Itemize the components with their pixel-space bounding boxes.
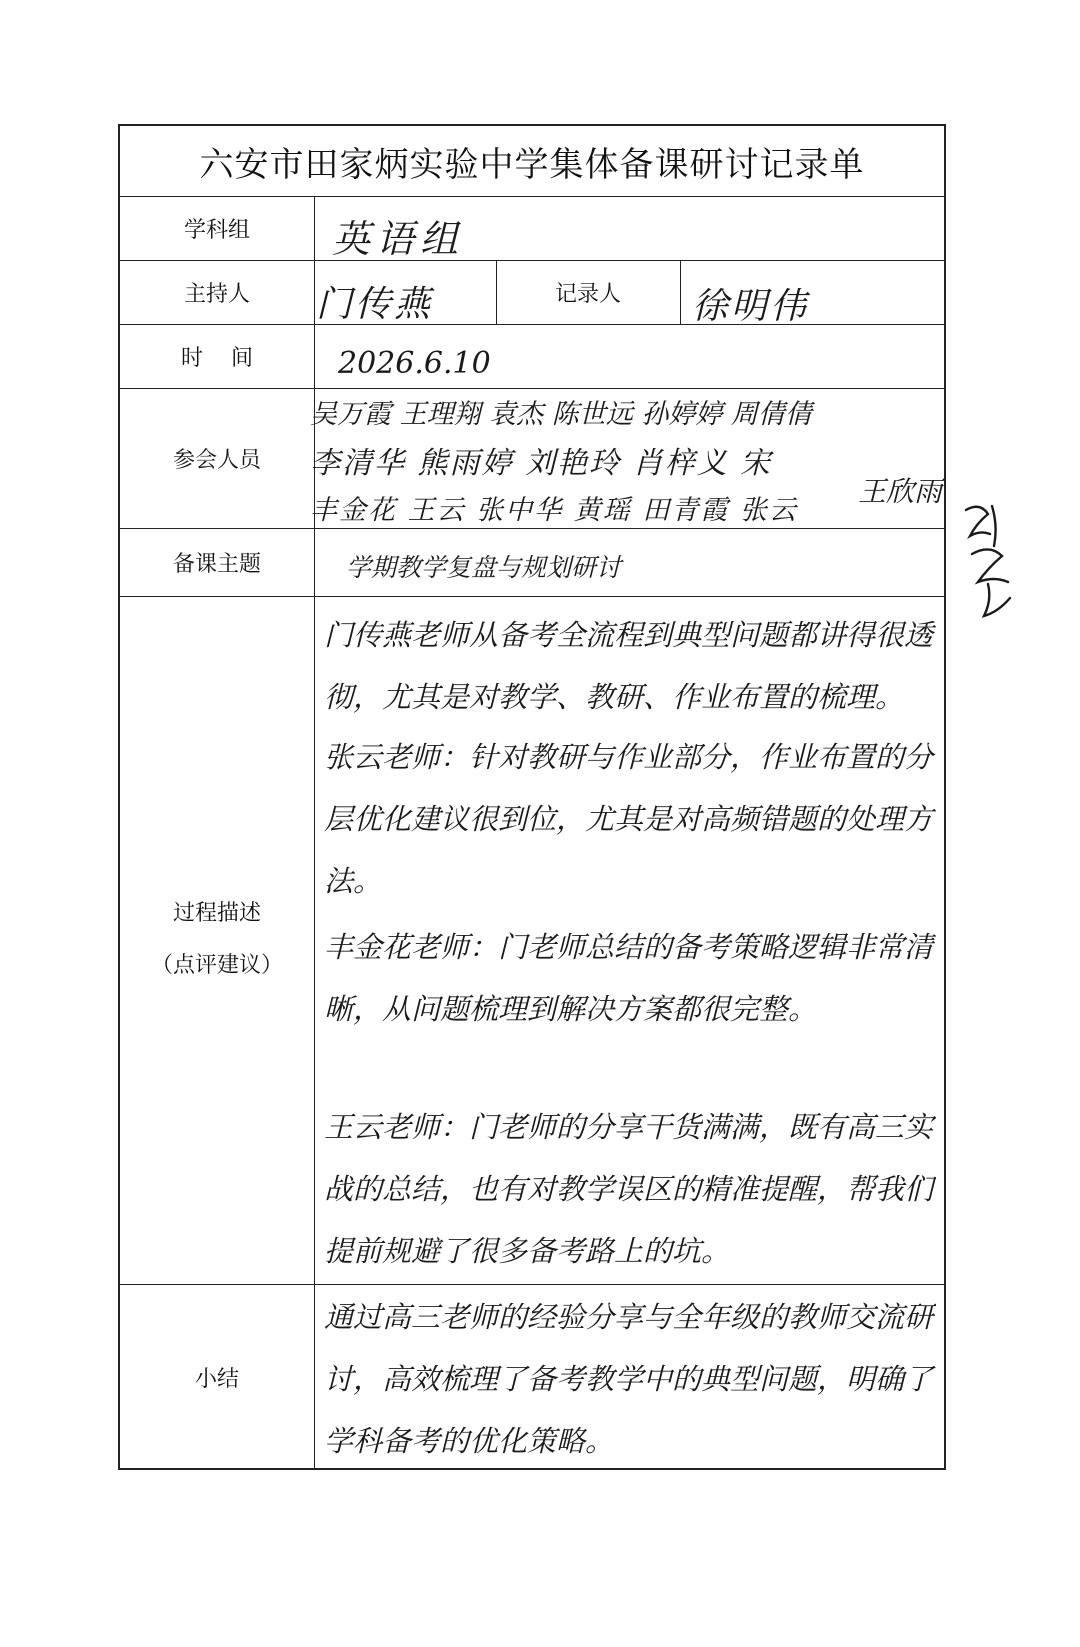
label-participants: 参会人员 bbox=[172, 447, 261, 473]
label-subject-group: 学科组 bbox=[183, 217, 250, 243]
summary-text: 通过高三老师的经验分享与全年级的教师交流研讨，高效梳理了备考教学中的典型问题，明确了学科备考的优化策略。 bbox=[324, 1300, 934, 1458]
label-process bbox=[120, 596, 314, 1284]
label-recorder: 记录人 bbox=[554, 281, 621, 307]
process-entry: 丰金花老师：门老师总结的备考策略逻辑非常清晰，从问题梳理到解决方案都很完整。 bbox=[324, 930, 934, 1026]
form-title: 六安市田家炳实验中学集体备课研讨记录单 bbox=[199, 144, 865, 185]
value-participants-line2: 李清华 熊雨婷 刘艳玲 肖梓义 宋 bbox=[310, 446, 773, 481]
value-subject-group: 英语组 bbox=[332, 217, 465, 261]
label-process-text: 过程描述 bbox=[172, 901, 261, 926]
record-form bbox=[118, 124, 946, 1470]
value-host: 门传燕 bbox=[316, 284, 434, 325]
value-recorder: 徐明伟 bbox=[692, 286, 810, 327]
value-participants-line3: 丰金花 王云 张中华 黄瑶 田青霞 张云 bbox=[310, 495, 798, 526]
label-host: 主持人 bbox=[183, 281, 250, 307]
label-process-note: （点评建议） bbox=[150, 953, 283, 978]
process-entry: 张云老师：针对教研与作业部分，作业布置的分层优化建议很到位，尤其是对高频错题的处理方法。 bbox=[324, 740, 934, 898]
label-time: 时 间 bbox=[181, 345, 253, 371]
value-date: 2026.6.10 bbox=[338, 346, 491, 381]
process-entry: 王云老师：门老师的分享干货满满，既有高三实战的总结，也有对教学误区的精准提醒，帮我们提前规避了很多备考路上的坑。 bbox=[324, 1110, 934, 1268]
value-participants-line1: 吴万霞 王理翔 袁杰 陈世远 孙婷婷 周倩倩 bbox=[310, 399, 812, 430]
divider bbox=[314, 196, 315, 1470]
value-topic: 学期教学复盘与规划研讨 bbox=[346, 553, 622, 582]
process-entry: 门传燕老师从备考全流程到典型问题都讲得很透彻，尤其是对教学、教研、作业布置的梳理。 bbox=[324, 618, 934, 714]
value-participants-extra: 王欣雨 bbox=[858, 475, 943, 508]
label-summary: 小结 bbox=[194, 1366, 239, 1392]
label-topic: 备课主题 bbox=[172, 551, 261, 577]
signature-mark bbox=[958, 500, 1030, 630]
divider bbox=[680, 260, 681, 324]
